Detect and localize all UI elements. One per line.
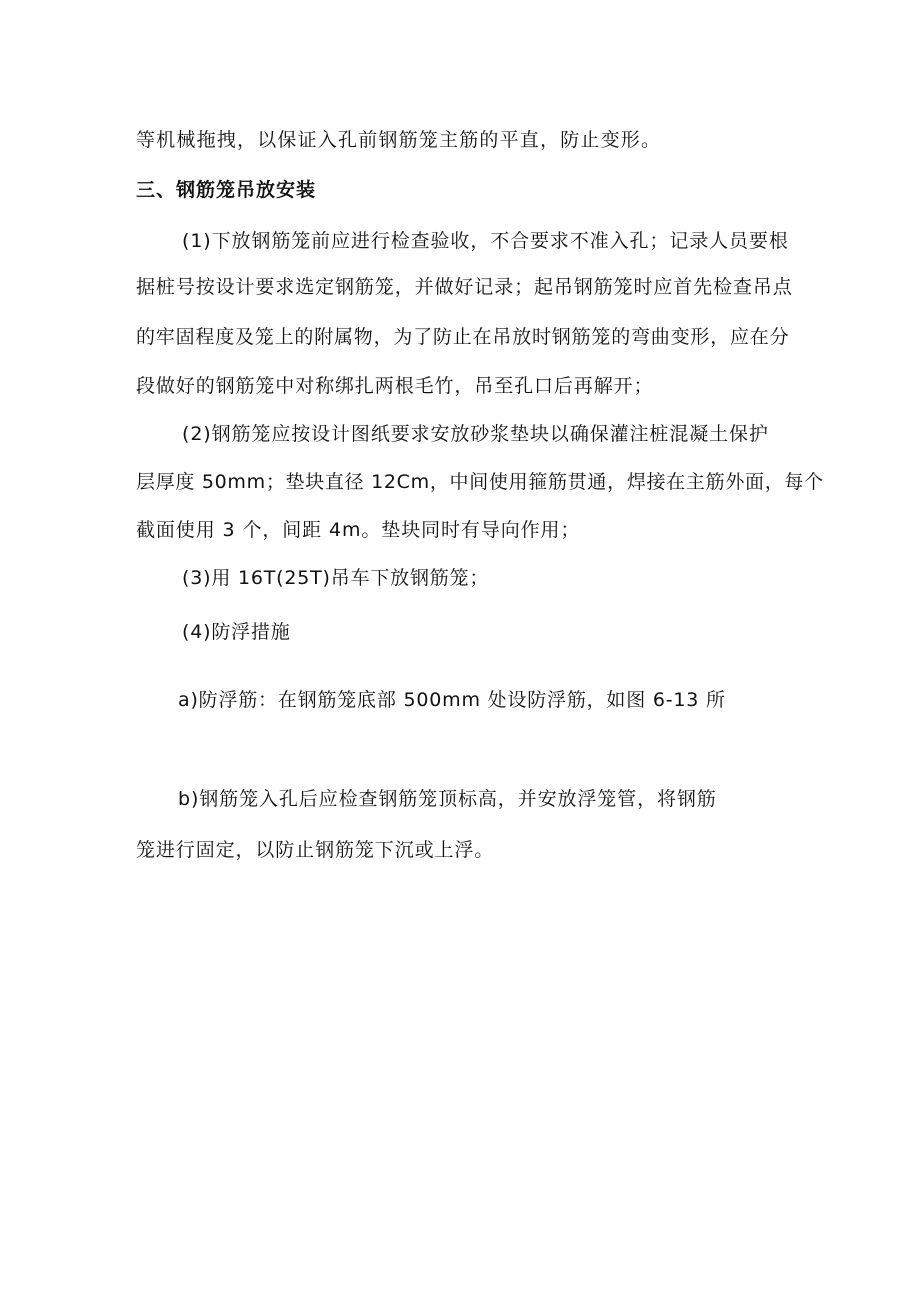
sub-item: a)防浮筋：在钢筋笼底部 500mm 处设防浮筋，如图 6-13 所 bbox=[178, 689, 726, 711]
paragraph-line: 据桩号按设计要求选定钢筋笼，并做好记录；起吊钢筋笼时应首先检查吊点 bbox=[136, 276, 793, 298]
list-item: (3)用 16T(25T)吊车下放钢筋笼； bbox=[182, 567, 490, 589]
paragraph-line: 的牢固程度及笼上的附属物，为了防止在吊放时钢筋笼的弯曲变形，应在分 bbox=[136, 326, 790, 348]
paragraph-line: 层厚度 50mm；垫块直径 12Cm，中间使用箍筋贯通，焊接在主筋外面，每个 bbox=[136, 471, 824, 493]
paragraph-line: 笼进行固定，以防止钢筋笼下沉或上浮。 bbox=[136, 839, 495, 861]
paragraph-line: (2)钢筋笼应按设计图纸要求安放砂浆垫块以确保灌注桩混凝土保护 bbox=[182, 423, 769, 445]
paragraph-line: 等机械拖拽，以保证入孔前钢筋笼主筋的平直，防止变形。 bbox=[136, 129, 662, 151]
paragraph-line: (1)下放钢筋笼前应进行检查验收，不合要求不准入孔；记录人员要根 bbox=[182, 230, 789, 252]
list-item: (4)防浮措施 bbox=[182, 621, 291, 643]
paragraph-line: 截面使用 3 个，间距 4m。垫块同时有导向作用； bbox=[136, 519, 581, 541]
paragraph-line: 段做好的钢筋笼中对称绑扎两根毛竹，吊至孔口后再解开； bbox=[136, 375, 654, 397]
sub-item: b)钢筋笼入孔后应检查钢筋笼顶标高，并安放浮笼管，将钢筋 bbox=[178, 788, 717, 810]
section-heading: 三、钢筋笼吊放安装 bbox=[136, 179, 317, 201]
